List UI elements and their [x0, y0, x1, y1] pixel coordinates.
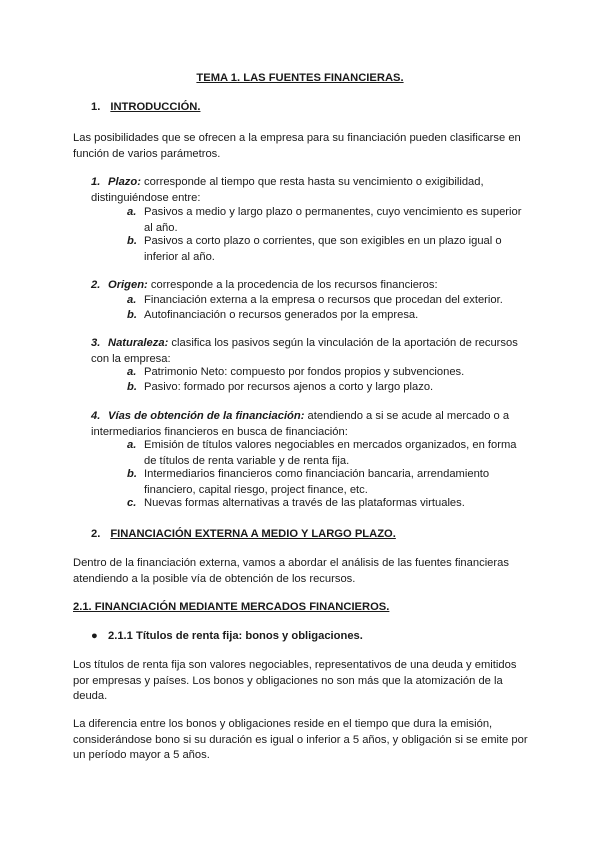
section-number: 2.: [91, 528, 101, 540]
sub-item-text: Emisión de títulos valores negociables en mercados organizados, en forma de títulos de renta variable y de renta fija.: [144, 439, 517, 467]
bullet-heading-2-1-1: [91, 629, 363, 645]
sub-item: [127, 205, 527, 236]
section-2-intro: Dentro de la financiación externa, vamos a abordar el análisis de las fuentes financieras atendiendo a la posible vía de obtención de los recursos.: [73, 557, 509, 585]
sub-item-text: Financiación externa a la empresa o recursos que procedan del exterior.: [144, 294, 503, 306]
sub-item-letter: b.: [127, 468, 137, 480]
item-text: atendiendo a si se acude al mercado o a intermediarios financieros en busca de financiación:: [91, 410, 510, 438]
item-text: clasifica los pasivos según la vinculación de la aportación de recursos con la empresa:: [91, 337, 518, 365]
sub-item: [127, 234, 527, 265]
section-title: FINANCIACIÓN EXTERNA A MEDIO Y LARGO PLAZO.: [110, 528, 396, 540]
item-number: 4.: [91, 410, 101, 422]
sub-item-letter: a.: [127, 366, 137, 378]
bullet-text: 2.1.1 Títulos de renta fija: bonos y obligaciones.: [108, 630, 363, 642]
sub-item: [127, 365, 527, 381]
sub-item: [127, 308, 527, 324]
sub-item: [127, 467, 527, 498]
sub-item-letter: b.: [127, 381, 137, 393]
list-item-naturaleza: [91, 336, 531, 367]
sub-item-text: Pasivo: formado por recursos ajenos a corto y largo plazo.: [144, 381, 434, 393]
list-item-plazo: [91, 175, 531, 206]
sub-item-text: Pasivos a corto plazo o corrientes, que son exigibles en un plazo igual o inferior al año.: [144, 235, 502, 263]
intro-paragraph: Las posibilidades que se ofrecen a la empresa para su financiación pueden clasificarse en función de varios parámetros.: [73, 132, 521, 160]
sub-item-letter: b.: [127, 235, 137, 247]
sub-item: [127, 293, 527, 309]
sub-item-text: Autofinanciación o recursos generados por la empresa.: [144, 309, 419, 321]
sub-item: [127, 438, 527, 469]
sub-item-text: Pasivos a medio y largo plazo o permanentes, cuyo vencimiento es superior al año.: [144, 206, 522, 234]
item-label: Naturaleza:: [108, 337, 169, 349]
bullet-icon: ●: [91, 630, 98, 642]
sub-item-letter: a.: [127, 439, 137, 451]
sub-item-letter: b.: [127, 309, 137, 321]
paragraph-renta-fija: Los títulos de renta fija son valores negociables, representativos de una deuda y emitidos por empresas y países. Los bonos y obligaciones no son más que la atomización de la deuda.: [73, 659, 517, 702]
item-text: corresponde a la procedencia de los recursos financieros:: [147, 279, 438, 291]
sub-item: [127, 496, 527, 512]
item-label: Origen:: [108, 279, 148, 291]
sub-item-text: Patrimonio Neto: compuesto por fondos propios y subvenciones.: [144, 366, 465, 378]
sub-item-letter: c.: [127, 497, 137, 509]
sub-item-letter: a.: [127, 294, 137, 306]
section-title: INTRODUCCIÓN.: [110, 101, 201, 113]
paragraph-diferencia: La diferencia entre los bonos y obligaciones reside en el tiempo que dura la emisión, considerándose bono si su duración es igual o inferior a 5 años, y obligación si se emite por un período mayor a 5 años.: [73, 718, 528, 761]
list-item-vias: [91, 409, 531, 440]
subsection-heading-2-1: 2.1. FINANCIACIÓN MEDIANTE MERCADOS FINANCIEROS.: [73, 601, 390, 613]
item-number: 3.: [91, 337, 101, 349]
sub-item: [127, 380, 527, 396]
item-label: Vías de obtención de la financiación:: [108, 410, 305, 422]
sub-item-letter: a.: [127, 206, 137, 218]
sub-item-text: Intermediarios financieros como financiación bancaria, arrendamiento financiero, capital riesgo, project finance, etc.: [144, 468, 490, 496]
document-title: TEMA 1. LAS FUENTES FINANCIERAS.: [196, 72, 404, 84]
section-heading-financiacion-externa: [91, 527, 396, 543]
item-text: corresponde al tiempo que resta hasta su vencimiento o exigibilidad, distinguiéndose entre:: [91, 176, 484, 204]
list-item-origen: [91, 278, 531, 294]
item-number: 2.: [91, 279, 101, 291]
section-heading-introduccion: [91, 100, 200, 116]
sub-item-text: Nuevas formas alternativas a través de las plataformas virtuales.: [144, 497, 465, 509]
item-label: Plazo:: [108, 176, 141, 188]
section-number: 1.: [91, 101, 101, 113]
item-number: 1.: [91, 176, 101, 188]
